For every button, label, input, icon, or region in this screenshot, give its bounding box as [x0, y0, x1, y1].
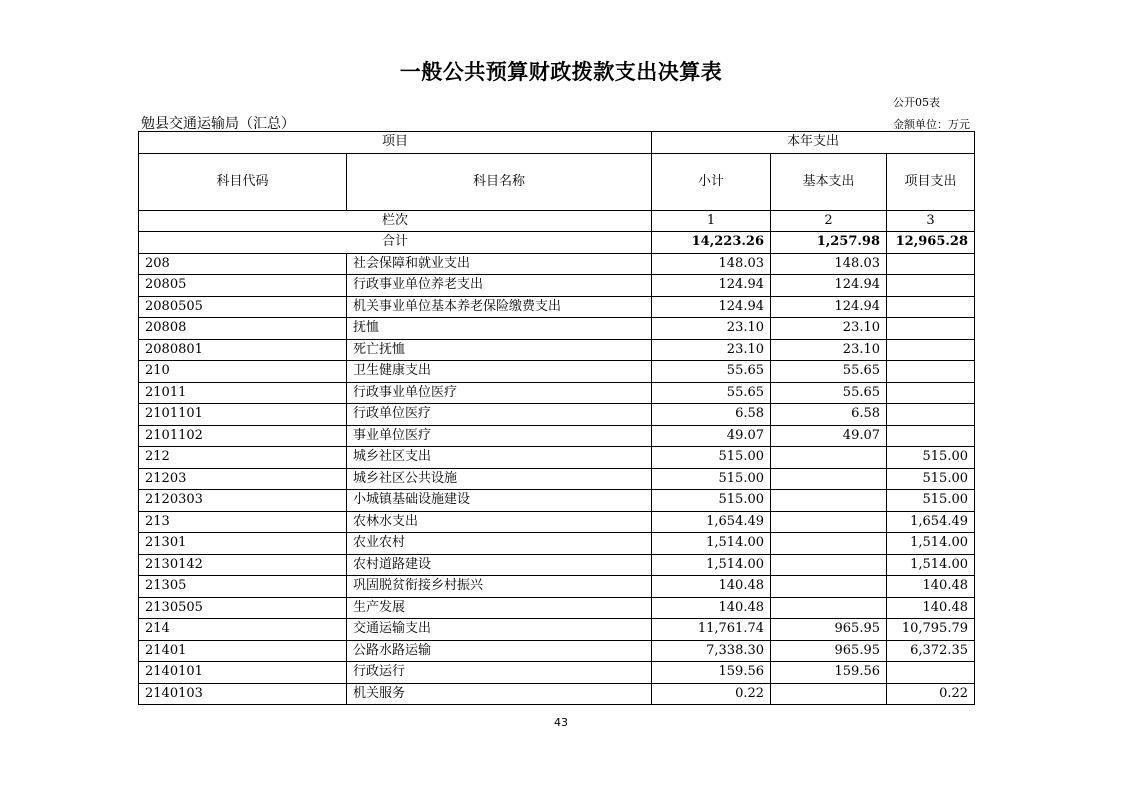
table-row: [139, 318, 975, 340]
column-index-label: 栏次: [139, 210, 652, 232]
project-expenditure-cell: 515.00: [887, 468, 975, 490]
expenditure-table: [138, 131, 975, 705]
subject-name: 生产发展: [347, 597, 652, 619]
project-expenditure-cell: [887, 253, 975, 275]
subject-name: 行政运行: [347, 662, 652, 684]
basic-expenditure-cell: 49.07: [771, 425, 887, 447]
header-current-year: 本年支出: [652, 132, 975, 154]
subject-name: 农业农村: [347, 533, 652, 555]
subtotal-cell: 515.00: [652, 468, 771, 490]
table-row: [139, 640, 975, 662]
table-row: [139, 339, 975, 361]
table-row: [139, 253, 975, 275]
project-expenditure-cell: [887, 382, 975, 404]
basic-expenditure-cell: 55.65: [771, 361, 887, 383]
subject-code: 214: [139, 619, 347, 641]
project-expenditure-cell: 140.48: [887, 597, 975, 619]
subject-name: 农村道路建设: [347, 554, 652, 576]
basic-expenditure-cell: 965.95: [771, 619, 887, 641]
project-expenditure-cell: 10,795.79: [887, 619, 975, 641]
project-expenditure-cell: 515.00: [887, 490, 975, 512]
subtotal-cell: 124.94: [652, 275, 771, 297]
table-row: [139, 533, 975, 555]
subject-name: 机关事业单位基本养老保险缴费支出: [347, 296, 652, 318]
project-expenditure-cell: [887, 339, 975, 361]
total-label: 合计: [139, 232, 652, 254]
basic-expenditure-cell: [771, 554, 887, 576]
table-row: [139, 447, 975, 469]
basic-expenditure-cell: 124.94: [771, 275, 887, 297]
basic-expenditure-cell: [771, 511, 887, 533]
subtotal-cell: 7,338.30: [652, 640, 771, 662]
table-row: [139, 425, 975, 447]
header-project: 项目: [139, 132, 652, 154]
table-row: [139, 296, 975, 318]
subject-code: 20808: [139, 318, 347, 340]
subject-code: 2140101: [139, 662, 347, 684]
basic-expenditure-cell: [771, 597, 887, 619]
subject-code: 21401: [139, 640, 347, 662]
basic-expenditure-cell: 23.10: [771, 318, 887, 340]
subject-code: 21301: [139, 533, 347, 555]
table-row: [139, 576, 975, 598]
table-row: [139, 404, 975, 426]
subtotal-cell: 159.56: [652, 662, 771, 684]
total-subtotal: 14,223.26: [652, 232, 771, 254]
subject-name: 城乡社区公共设施: [347, 468, 652, 490]
subject-code: 210: [139, 361, 347, 383]
table-row: [139, 490, 975, 512]
column-index-1: 1: [652, 210, 771, 232]
subtotal-cell: 515.00: [652, 447, 771, 469]
subject-code: 2130142: [139, 554, 347, 576]
subject-code: 213: [139, 511, 347, 533]
subtotal-cell: 124.94: [652, 296, 771, 318]
table-body: [139, 253, 975, 705]
subject-name: 死亡抚恤: [347, 339, 652, 361]
header-name: 科目名称: [347, 153, 652, 210]
subject-code: 2080801: [139, 339, 347, 361]
basic-expenditure-cell: [771, 533, 887, 555]
project-expenditure-cell: [887, 404, 975, 426]
subject-name: 行政事业单位医疗: [347, 382, 652, 404]
subject-code: 212: [139, 447, 347, 469]
project-expenditure-cell: [887, 361, 975, 383]
table-row: [139, 361, 975, 383]
amount-unit: 金额单位：万元: [893, 118, 970, 131]
basic-expenditure-cell: 55.65: [771, 382, 887, 404]
column-index-2: 2: [771, 210, 887, 232]
subject-name: 城乡社区支出: [347, 447, 652, 469]
subtotal-cell: 1,514.00: [652, 554, 771, 576]
project-expenditure-cell: [887, 318, 975, 340]
table-row: [139, 554, 975, 576]
project-expenditure-cell: 0.22: [887, 683, 975, 705]
table-row: [139, 619, 975, 641]
subtotal-cell: 11,761.74: [652, 619, 771, 641]
subject-code: 20805: [139, 275, 347, 297]
subject-name: 卫生健康支出: [347, 361, 652, 383]
subtotal-cell: 23.10: [652, 318, 771, 340]
subject-code: 21011: [139, 382, 347, 404]
subject-name: 机关服务: [347, 683, 652, 705]
subject-name: 巩固脱贫衔接乡村振兴: [347, 576, 652, 598]
page-number: 43: [554, 716, 568, 729]
total-project: 12,965.28: [887, 232, 975, 254]
subject-name: 公路水路运输: [347, 640, 652, 662]
project-expenditure-cell: 140.48: [887, 576, 975, 598]
subject-code: 2101102: [139, 425, 347, 447]
table-row: [139, 511, 975, 533]
subtotal-cell: 49.07: [652, 425, 771, 447]
table-row: [139, 382, 975, 404]
subtotal-cell: 0.22: [652, 683, 771, 705]
basic-expenditure-cell: [771, 468, 887, 490]
subject-code: 2101101: [139, 404, 347, 426]
subtotal-cell: 515.00: [652, 490, 771, 512]
subtotal-cell: 1,514.00: [652, 533, 771, 555]
basic-expenditure-cell: [771, 576, 887, 598]
basic-expenditure-cell: 23.10: [771, 339, 887, 361]
table-row: [139, 662, 975, 684]
project-expenditure-cell: [887, 662, 975, 684]
subject-name: 社会保障和就业支出: [347, 253, 652, 275]
table-row: [139, 597, 975, 619]
header-code: 科目代码: [139, 153, 347, 210]
subtotal-cell: 1,654.49: [652, 511, 771, 533]
column-index-3: 3: [887, 210, 975, 232]
subtotal-cell: 140.48: [652, 597, 771, 619]
project-expenditure-cell: [887, 296, 975, 318]
basic-expenditure-cell: 159.56: [771, 662, 887, 684]
subtotal-cell: 148.03: [652, 253, 771, 275]
total-basic: 1,257.98: [771, 232, 887, 254]
basic-expenditure-cell: [771, 447, 887, 469]
subject-name: 农林水支出: [347, 511, 652, 533]
subject-name: 行政事业单位养老支出: [347, 275, 652, 297]
basic-expenditure-cell: [771, 490, 887, 512]
table-row: [139, 275, 975, 297]
table-row: [139, 468, 975, 490]
form-number: 公开05表: [893, 96, 940, 109]
basic-expenditure-cell: 965.95: [771, 640, 887, 662]
project-expenditure-cell: [887, 275, 975, 297]
project-expenditure-cell: 1,514.00: [887, 533, 975, 555]
subject-code: 208: [139, 253, 347, 275]
basic-expenditure-cell: [771, 683, 887, 705]
project-expenditure-cell: 515.00: [887, 447, 975, 469]
subtotal-cell: 23.10: [652, 339, 771, 361]
table-row: [139, 683, 975, 705]
subject-code: 2080505: [139, 296, 347, 318]
subject-name: 行政单位医疗: [347, 404, 652, 426]
organization-name: 勉县交通运输局（汇总）: [141, 116, 295, 132]
document-title: 一般公共预算财政拨款支出决算表: [399, 60, 723, 84]
basic-expenditure-cell: 124.94: [771, 296, 887, 318]
subtotal-cell: 55.65: [652, 382, 771, 404]
subtotal-cell: 140.48: [652, 576, 771, 598]
subject-code: 21203: [139, 468, 347, 490]
subject-code: 21305: [139, 576, 347, 598]
subject-code: 2130505: [139, 597, 347, 619]
basic-expenditure-cell: 6.58: [771, 404, 887, 426]
project-expenditure-cell: [887, 425, 975, 447]
subject-name: 交通运输支出: [347, 619, 652, 641]
subject-name: 事业单位医疗: [347, 425, 652, 447]
subject-code: 2140103: [139, 683, 347, 705]
header-project-exp: 项目支出: [887, 153, 975, 210]
project-expenditure-cell: 1,514.00: [887, 554, 975, 576]
subject-code: 2120303: [139, 490, 347, 512]
project-expenditure-cell: 6,372.35: [887, 640, 975, 662]
subject-name: 小城镇基础设施建设: [347, 490, 652, 512]
subtotal-cell: 55.65: [652, 361, 771, 383]
project-expenditure-cell: 1,654.49: [887, 511, 975, 533]
header-basic: 基本支出: [771, 153, 887, 210]
basic-expenditure-cell: 148.03: [771, 253, 887, 275]
header-subtotal: 小计: [652, 153, 771, 210]
subtotal-cell: 6.58: [652, 404, 771, 426]
subject-name: 抚恤: [347, 318, 652, 340]
